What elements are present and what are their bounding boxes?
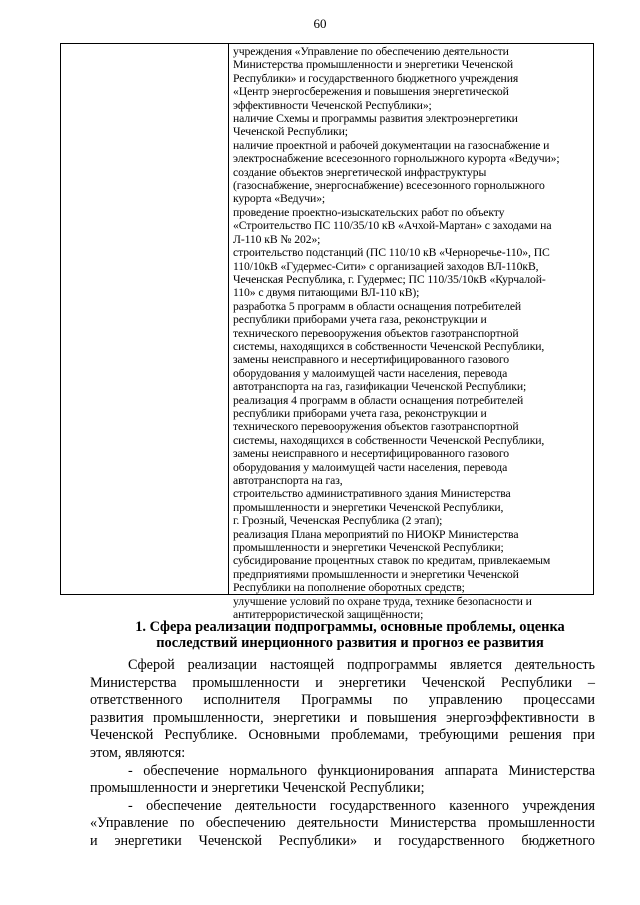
table-line: 110/10кВ «Гудермес-Сити» с организацией заходов ВЛ-110кВ, — [233, 259, 539, 273]
table-line: замены неисправного и несертифицированного газового — [233, 447, 510, 461]
table-cell-content — [233, 45, 589, 621]
table-line: Республики на пополнение оборотных средств; — [233, 581, 465, 595]
paragraph-line: Сферой реализации настоящей подпрограммы является деятельность — [128, 657, 595, 673]
table-line: (газоснабжение, энергоснабжение) всесезонного горнолыжного — [233, 179, 545, 193]
table-line: реализация Плана мероприятий по НИОКР Министерства — [233, 527, 519, 541]
table-line: Министерства промышленности и энергетики Чеченской — [233, 58, 514, 72]
table-line: проведение проектно-изыскательских работ по объекту — [233, 205, 505, 219]
program-table — [60, 43, 594, 622]
paragraph-line: этом, являются: — [90, 744, 186, 761]
table-line: разработка 5 программ в области оснащения потребителей — [233, 299, 522, 313]
table-line: субсидирование процентных ставок по кредитам, привлекаемым — [233, 554, 551, 568]
table-line: промышленности и энергетики Чеченской Республики, — [233, 500, 504, 514]
section-heading-line: последствий инерционного развития и прогноз ее развития — [156, 635, 544, 651]
table-line: курорта «Ведучи»; — [233, 192, 326, 206]
table-line: эффективности Чеченской Республики»; — [233, 98, 432, 112]
table-line: республики приборами учета газа, реконструкции и — [233, 313, 487, 327]
table-line: технического перевооружения объектов газотранспортной — [233, 326, 519, 340]
table-line: промышленности и энергетики Чеченской Республики; — [233, 541, 504, 555]
page-number: 60 — [313, 16, 327, 31]
table-line: технического перевооружения объектов газотранспортной — [233, 420, 519, 434]
table-line: автотранспорта на газ, — [233, 474, 343, 487]
table-line: Чеченская Республика, г. Гудермес; ПС 110/35/10кВ «Курчалой- — [233, 272, 546, 286]
list-item-line: - обеспечение нормального функционирования аппарата Министерства — [128, 762, 595, 779]
section-heading-line: 1. Сфера реализации подпрограммы, основные проблемы, оценка — [135, 619, 565, 635]
table-column-divider — [228, 44, 229, 594]
table-line: замены неисправного и несертифицированного газового — [233, 353, 510, 367]
paragraph-line: ответственного исполнителя Программы по управлению процессами — [90, 692, 595, 709]
table-line: строительство подстанций (ПС 110/10 кВ «Черноречье-110», ПС — [233, 246, 550, 260]
table-line: республики приборами учета газа, реконструкции и — [233, 406, 487, 420]
paragraph-line: развития промышленности, энергетики и повышения энергоэффективности в — [90, 709, 595, 726]
table-line: учреждения «Управление по обеспечению деятельности — [233, 45, 509, 58]
table-line: системы, находящихся в собственности Чеченской Республики, — [233, 339, 545, 353]
table-line: предприятиями промышленности и энергетики Чеченской — [233, 567, 519, 581]
table-line: наличие Схемы и программы развития электроэнергетики — [233, 112, 518, 126]
table-line: Республики» и государственного бюджетного учреждения — [233, 71, 519, 85]
table-line: «Строительство ПС 110/35/10 кВ «Ачхой-Мартан» с заходами на — [233, 219, 552, 233]
table-line: 110» с двумя питающими ВЛ-110 кВ); — [233, 286, 420, 300]
list-item-line: и энергетики Чеченской Республики» и государственного бюджетного — [90, 832, 595, 849]
table-line: реализация 4 программ в области оснащения потребителей — [233, 393, 524, 407]
list-item-line: «Управление по обеспечению деятельности Министерства промышленности — [90, 815, 595, 832]
list-item-line: промышленности и энергетики Чеченской Республики; — [90, 780, 425, 797]
paragraph-line: Министерства промышленности и энергетики Чеченской Республики – — [90, 674, 595, 691]
table-line: строительство административного здания Министерства — [233, 487, 511, 501]
table-line: автотранспорта на газ, газификации Чеченской Республики; — [233, 380, 527, 394]
table-line: Чеченской Республики; — [233, 125, 348, 139]
table-line: создание объектов энергетической инфраструктуры — [233, 165, 487, 179]
table-line: системы, находящихся в собственности Чеченской Республики, — [233, 433, 545, 447]
body-text — [90, 657, 595, 851]
paragraph-line: Чеченской Республике. Основными проблемами, требующими решения при — [90, 727, 595, 744]
table-line: оборудования у малоимущей части населения, перевода — [233, 460, 508, 474]
table-line: «Центр энергосбережения и повышения энергетической — [233, 85, 509, 99]
table-line: оборудования у малоимущей части населения, перевода — [233, 366, 508, 380]
section-heading — [80, 619, 620, 651]
table-line: Л-110 кВ № 202»; — [233, 232, 321, 246]
list-item-line: - обеспечение деятельности государственного казенного учреждения — [128, 797, 595, 814]
table-line: улучшение условий по охране труда, технике безопасности и — [233, 594, 532, 608]
table-line: г. Грозный, Чеченская Республика (2 этап); — [233, 514, 443, 528]
table-line: электроснабжение всесезонного горнолыжного курорта «Ведучи»; — [233, 152, 560, 166]
table-line: наличие проектной и рабочей документации на газоснабжение и — [233, 138, 550, 152]
table-line: антитеррористической защищённости; — [233, 608, 424, 622]
